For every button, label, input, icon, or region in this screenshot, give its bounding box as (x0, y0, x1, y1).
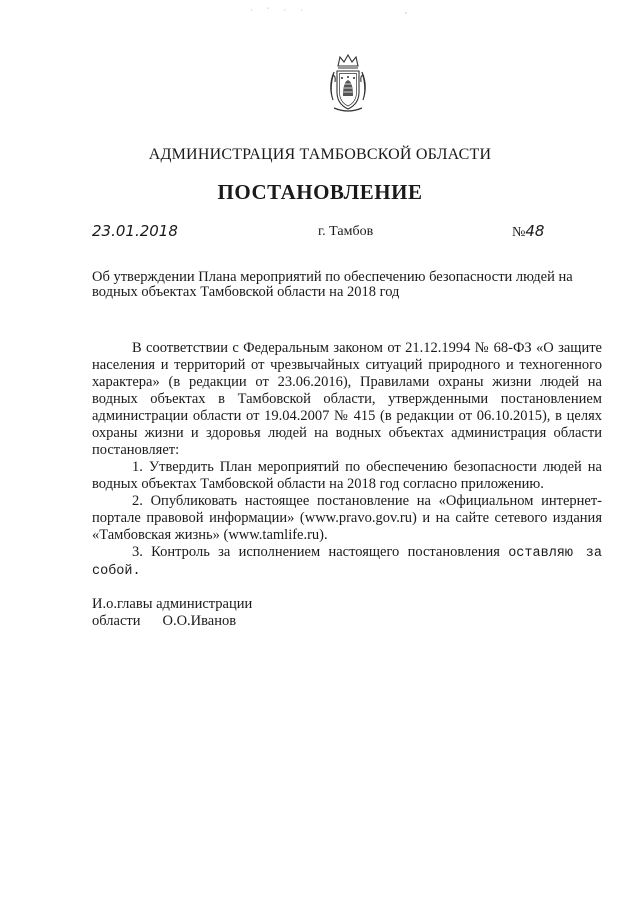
document-subject: Об утверждении Плана мероприятий по обеспечению безопасности людей на водных объектах Тамбовской области на 2018 год (92, 269, 573, 300)
scan-artifacts: · ¨ · · ‚ (250, 6, 414, 15)
item-3-typed-text: оставляю за собой. (92, 546, 602, 579)
body-item-2: 2. Опубликовать настоящее постановление на «Официальном интернет-портале правовой информации» (www.pravo.gov.ru) и на сайте сетевого издания «Тамбовская жизнь» (www.tamlife.ru). (92, 493, 602, 543)
number-label: № (512, 225, 526, 240)
signatory-region: области (92, 613, 141, 629)
document-city: г. Тамбов (318, 224, 374, 239)
number-value: 48 (525, 222, 545, 240)
item-3-text: 3. Контроль за исполнением настоящего постановления (132, 544, 509, 560)
document-type-title: ПОСТАНОВЛЕНИЕ (217, 180, 423, 204)
signature-block (92, 596, 252, 630)
signatory-title: И.о.главы администрации (92, 596, 253, 612)
document-date: 23.01.2018 (92, 222, 178, 240)
body-item-3 (92, 544, 602, 580)
organization-name: АДМИНИСТРАЦИЯ ТАМБОВСКОЙ ОБЛАСТИ (148, 146, 492, 163)
coat-of-arms-icon (326, 52, 370, 114)
document-number (512, 222, 544, 241)
document-body (92, 340, 602, 580)
body-preamble: В соответствии с Федеральным законом от 21.12.1994 № 68-ФЗ «О защите населения и территорий от чрезвычайных ситуаций природного и техногенного характера» (в редакции от 23.06.2016), Правилами охраны жизни людей на водных объектах в Тамбовской области, утвержденными постановлением администрации области от 19.04.2007 № 415 (в редакции от 06.10.2015), в целях охраны жизни и здоровья людей на водных объектах администрация области постановляет: (92, 340, 602, 458)
signatory-line (92, 613, 252, 630)
signatory-name: О.О.Иванов (162, 613, 237, 629)
body-item-1: 1. Утвердить План мероприятий по обеспечению безопасности людей на водных объектах Тамбовской области на 2018 год согласно приложению. (92, 459, 602, 492)
